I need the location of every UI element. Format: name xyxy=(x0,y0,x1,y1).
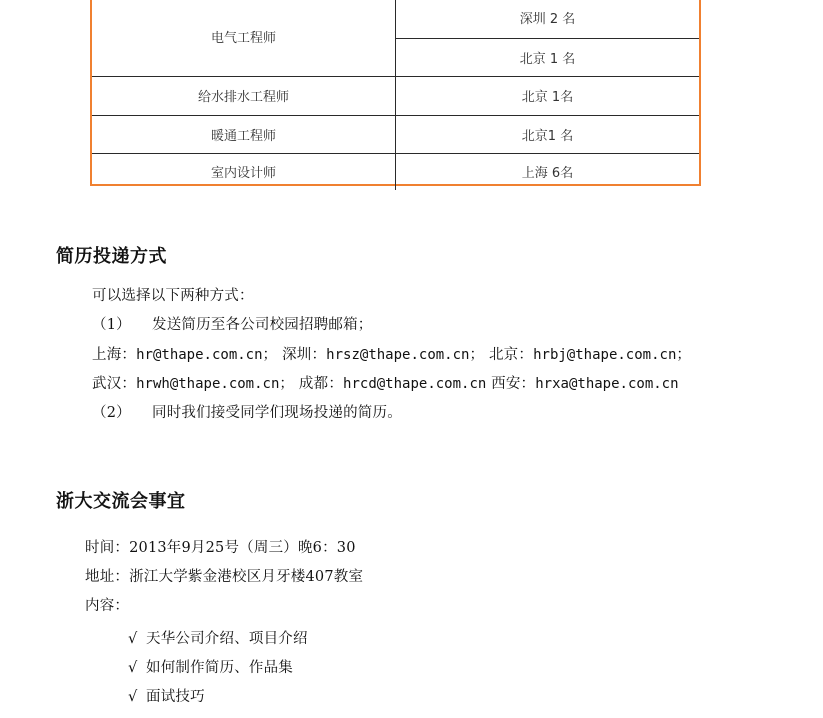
list-item xyxy=(128,627,308,648)
check-icon: √ xyxy=(128,660,138,676)
resume-intro: 可以选择以下两种方式： xyxy=(92,288,254,304)
item-number: （2） xyxy=(92,405,131,421)
event-heading: 浙大交流会事宜 xyxy=(56,491,186,512)
city-label: 北京： xyxy=(488,347,534,363)
email-link[interactable]: hrwh@thape.com.cn xyxy=(136,376,280,392)
resume-item-1 xyxy=(92,313,373,334)
time-value: 2013年9月25号（周三）晚6：30 xyxy=(129,540,356,556)
separator: ； xyxy=(469,347,485,363)
city-label: 成都： xyxy=(298,376,344,392)
list-item xyxy=(128,685,205,706)
city-label: 武汉： xyxy=(92,376,137,392)
location-cell: 深圳 2 名 xyxy=(396,0,700,38)
location-cell: 北京 1名 xyxy=(396,76,700,115)
address-value: 浙江大学紫金港校区月牙楼407教室 xyxy=(129,569,364,585)
role-cell: 暖通工程师 xyxy=(92,115,396,153)
role-cell: 室内设计师 xyxy=(92,153,396,190)
separator: ； xyxy=(676,347,692,363)
city-label: 上海： xyxy=(92,347,137,363)
email-link[interactable]: hrbj@thape.com.cn xyxy=(533,347,677,363)
location-cell: 北京 1 名 xyxy=(396,38,700,76)
event-content-label: 内容： xyxy=(85,598,130,614)
location-cell: 北京1 名 xyxy=(396,115,700,153)
city-label: 西安： xyxy=(491,376,536,392)
item-text: 同时我们接受同学们现场投递的简历。 xyxy=(152,405,402,421)
resume-heading: 简历投递方式 xyxy=(56,246,167,267)
email-link[interactable]: hrsz@thape.com.cn xyxy=(326,347,470,363)
check-icon: √ xyxy=(128,689,138,705)
email-link[interactable]: hrxa@thape.com.cn xyxy=(535,376,679,392)
check-icon: √ xyxy=(128,631,138,647)
item-text: 发送简历至各公司校园招聘邮箱； xyxy=(152,317,373,333)
separator: ； xyxy=(262,347,278,363)
separator: ； xyxy=(279,376,295,392)
city-label: 深圳： xyxy=(282,347,327,363)
list-item-text: 如何制作简历、作品集 xyxy=(146,660,293,676)
item-number: （1） xyxy=(92,317,131,333)
event-time xyxy=(85,536,356,557)
event-address xyxy=(85,565,363,586)
list-item xyxy=(128,656,293,677)
location-cell: 上海 6名 xyxy=(396,153,700,190)
email-line-1 xyxy=(92,343,691,364)
positions-table xyxy=(90,0,701,186)
resume-item-2 xyxy=(92,401,402,422)
list-item-text: 天华公司介绍、项目介绍 xyxy=(146,631,308,647)
role-cell: 电气工程师 xyxy=(92,0,396,76)
email-link[interactable]: hr@thape.com.cn xyxy=(136,347,263,363)
role-cell: 给水排水工程师 xyxy=(92,76,396,115)
time-label: 时间： xyxy=(85,540,130,556)
email-link[interactable]: hrcd@thape.com.cn xyxy=(343,376,487,392)
email-line-2 xyxy=(92,372,679,393)
address-label: 地址： xyxy=(85,569,130,585)
list-item-text: 面试技巧 xyxy=(146,689,205,705)
